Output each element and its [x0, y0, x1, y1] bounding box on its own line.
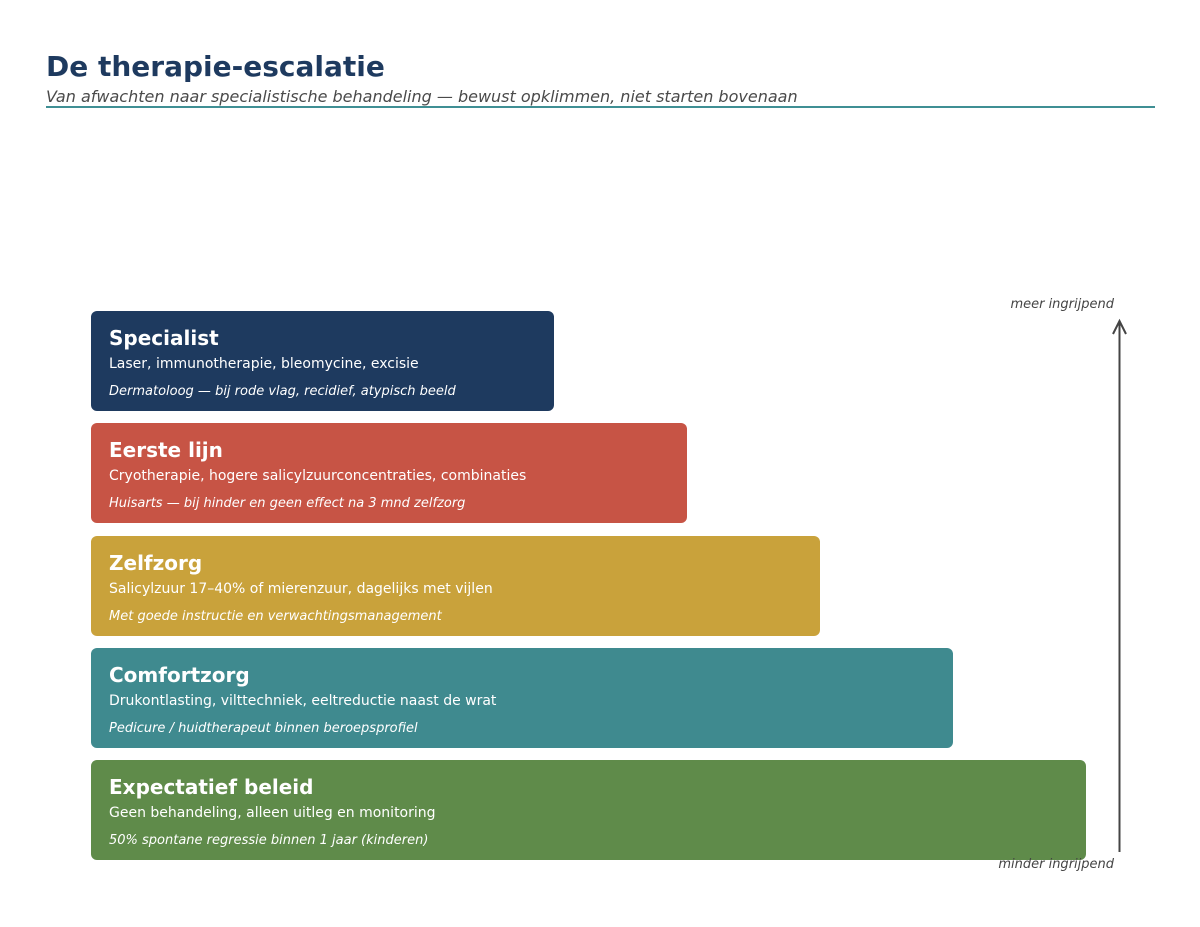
step-note: Met goede instructie en verwachtingsmanagement — [109, 609, 442, 624]
step-note: Pedicure / huidtherapeut binnen beroepsprofiel — [109, 721, 418, 736]
step-description: Geen behandeling, alleen uitleg en monitoring — [109, 805, 436, 821]
step-name: Comfortzorg — [109, 663, 250, 687]
axis-bottom-label: minder ingrijpend — [998, 857, 1114, 872]
step-specialist — [91, 311, 554, 411]
step-zelfzorg — [91, 536, 820, 636]
escalation-arrow-icon — [1108, 318, 1132, 858]
step-note: Dermatoloog — bij rode vlag, recidief, atypisch beeld — [109, 384, 456, 399]
step-name: Specialist — [109, 326, 219, 350]
step-name: Expectatief beleid — [109, 775, 314, 799]
step-name: Zelfzorg — [109, 551, 203, 575]
page-subtitle: Van afwachten naar specialistische behandeling — bewust opklimmen, niet starten bovenaan — [46, 87, 798, 106]
step-description: Laser, immunotherapie, bleomycine, excisie — [109, 356, 419, 372]
step-description: Salicylzuur 17–40% of mierenzuur, dagelijks met vijlen — [109, 581, 493, 597]
step-name: Eerste lijn — [109, 438, 223, 462]
step-comfortzorg — [91, 648, 953, 748]
step-expectatief-beleid — [91, 760, 1086, 860]
step-eerste-lijn — [91, 423, 687, 523]
axis-top-label: meer ingrijpend — [1010, 297, 1114, 312]
step-description: Cryotherapie, hogere salicylzuurconcentraties, combinaties — [109, 468, 527, 484]
page-title: De therapie-escalatie — [46, 50, 385, 83]
step-note: 50% spontane regressie binnen 1 jaar (kinderen) — [109, 833, 429, 848]
title-divider — [46, 106, 1155, 108]
step-note: Huisarts — bij hinder en geen effect na 3 mnd zelfzorg — [109, 496, 466, 511]
step-description: Drukontlasting, vilttechniek, eeltreductie naast de wrat — [109, 693, 497, 709]
